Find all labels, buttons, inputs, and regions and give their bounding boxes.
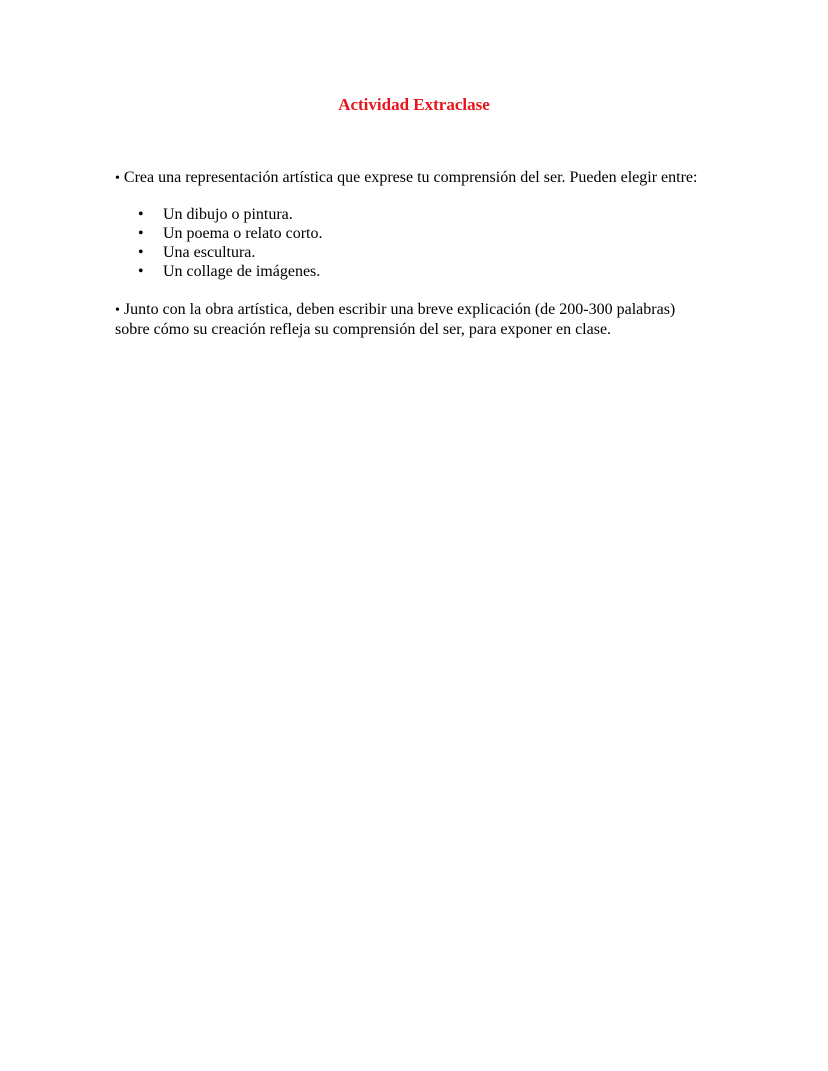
- instruction-text: Crea una representación artística que exprese tu comprensión del ser. Pueden elegir entre:: [123, 169, 698, 186]
- list-item: • Una escultura.: [138, 243, 323, 262]
- bullet-icon: •: [115, 171, 120, 186]
- explanation-text-line1: Junto con la obra artística, deben escribir una breve explicación (de 200-300 palabras): [123, 301, 676, 318]
- list-item: • Un collage de imágenes.: [138, 262, 323, 281]
- list-item: • Un dibujo o pintura.: [138, 205, 323, 224]
- explanation-text-line2: sobre cómo su creación refleja su comprensión del ser, para exponer en clase.: [115, 321, 612, 338]
- list-item: • Un poema o relato corto.: [138, 224, 323, 243]
- page-title: Actividad Extraclase: [338, 95, 490, 114]
- options-list: [138, 205, 323, 281]
- instruction-paragraph: [115, 168, 735, 188]
- explanation-paragraph: [115, 300, 735, 339]
- bullet-icon: •: [115, 303, 120, 318]
